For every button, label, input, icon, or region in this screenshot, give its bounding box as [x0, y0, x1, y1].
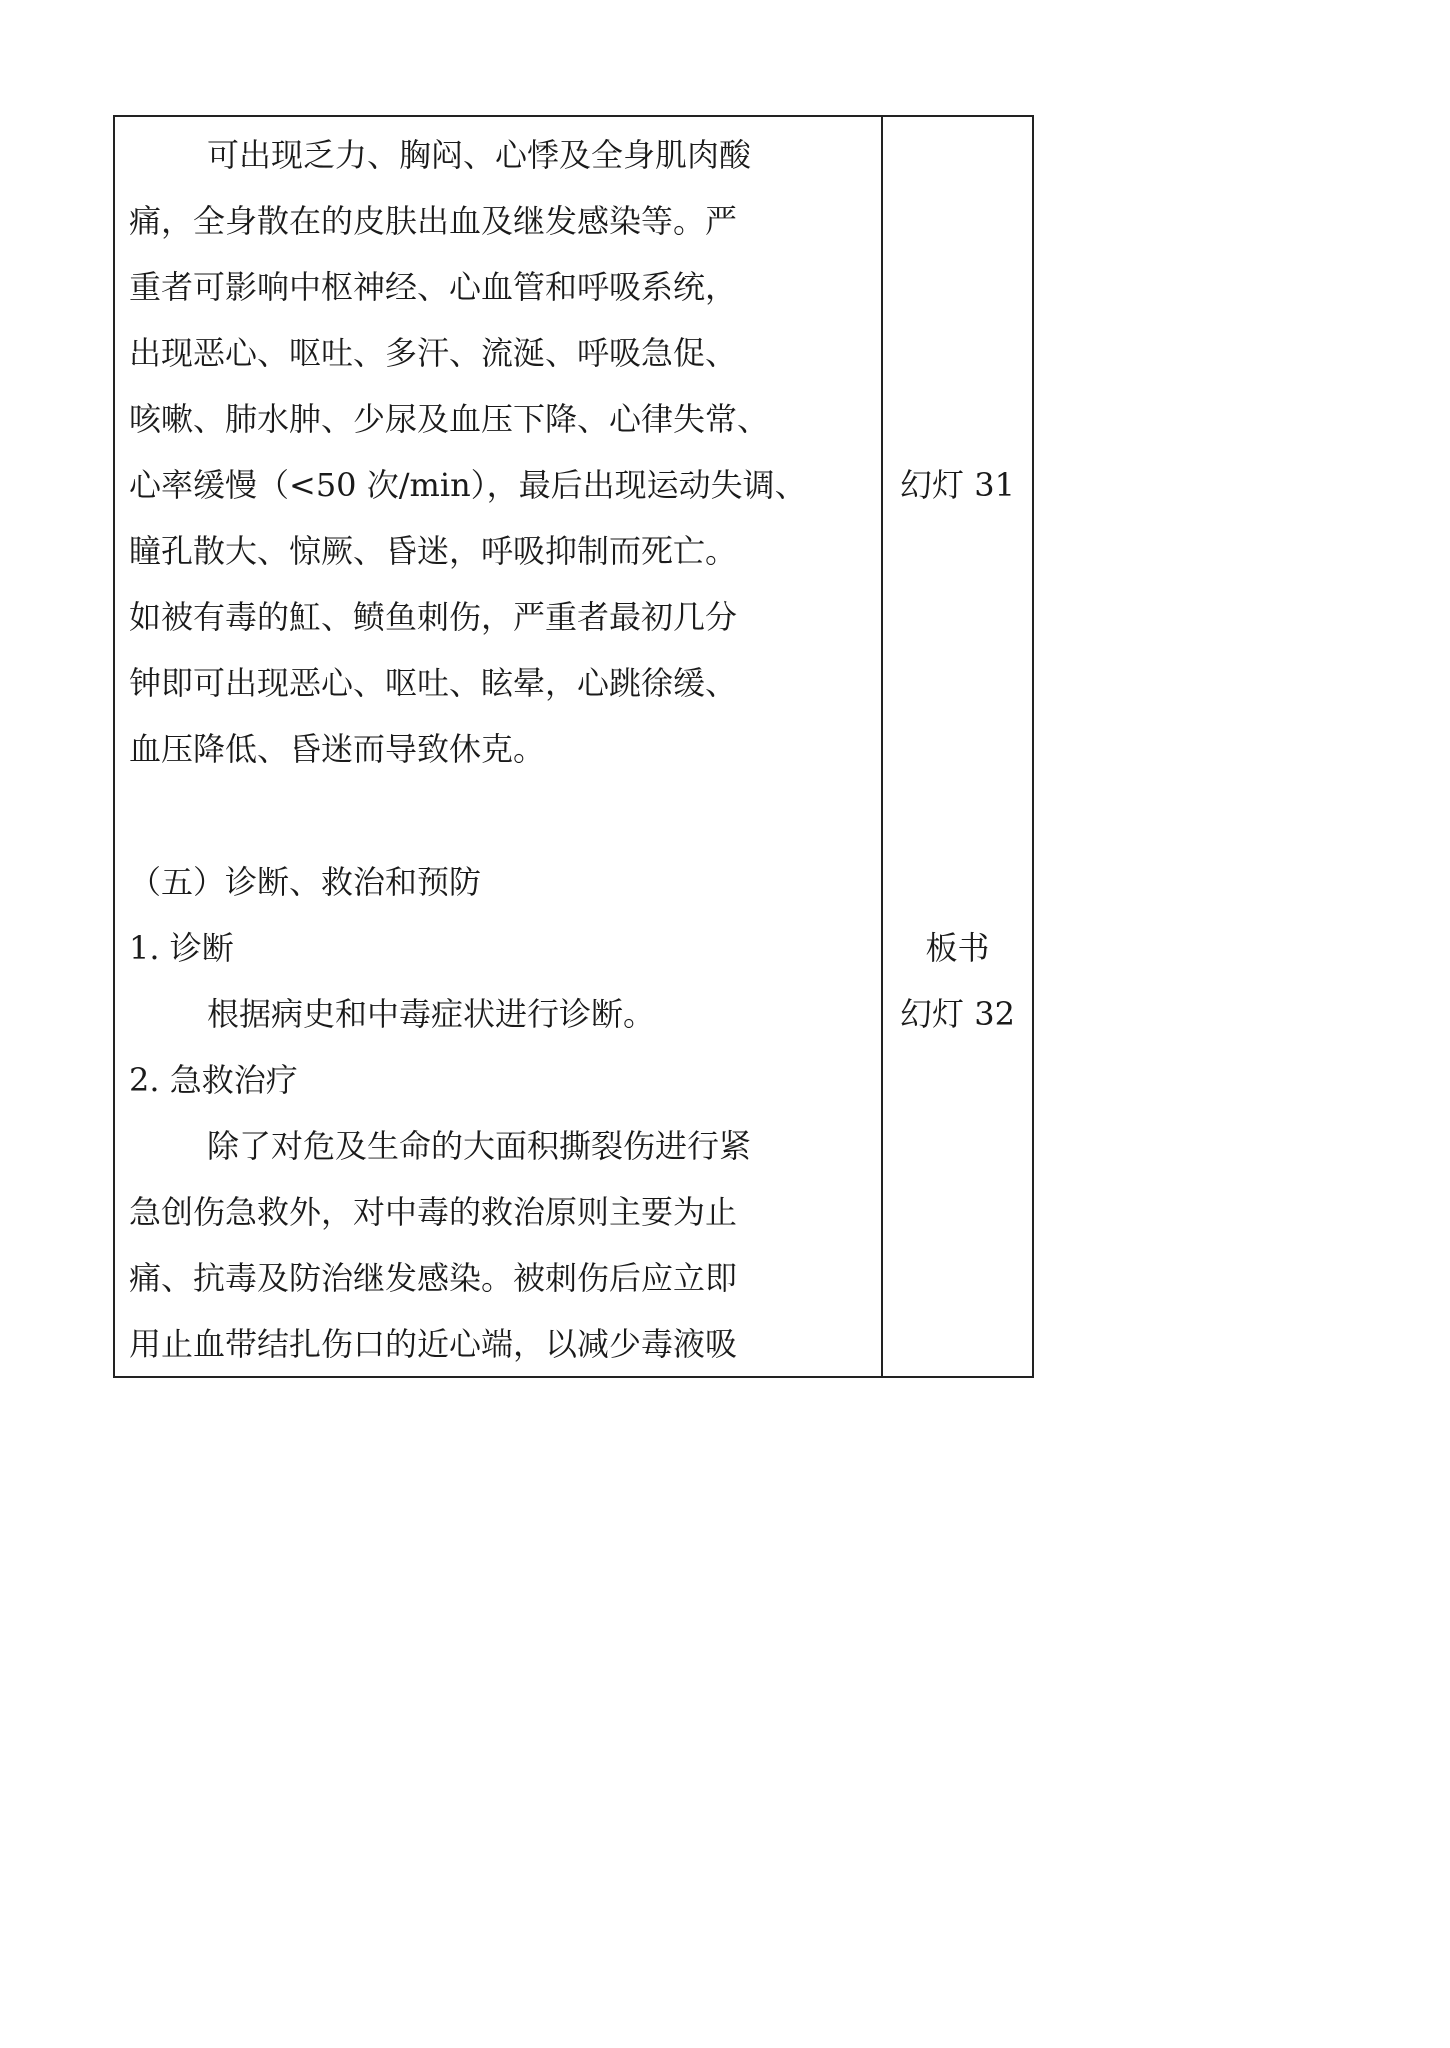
paragraph-1-line-4: 出现恶心、呕吐、多汗、流涎、呼吸急促、 [129, 334, 738, 372]
paragraph-2-line-3: 痛、抗毒及防治继发感染。被刺伤后应立即 [129, 1259, 738, 1297]
content-column [115, 117, 881, 1376]
paragraph-2-line-2: 急创伤急救外，对中毒的救治原则主要为止 [129, 1193, 738, 1231]
paragraph-1-line-3: 重者可影响中枢神经、心血管和呼吸系统， [129, 268, 738, 306]
note-slide-31: 幻灯 31 [900, 466, 1015, 504]
notes-column [883, 117, 1032, 1376]
subsection-1-body: 根据病史和中毒症状进行诊断。 [207, 995, 656, 1033]
paragraph-1-line-2: 痛，全身散在的皮肤出血及继发感染等。严 [129, 202, 738, 240]
lesson-plan-table [113, 115, 1034, 1378]
paragraph-1-line-1: 可出现乏力、胸闷、心悸及全身肌肉酸 [207, 136, 752, 174]
note-slide-32: 幻灯 32 [900, 995, 1015, 1033]
paragraph-2-line-1: 除了对危及生命的大面积撕裂伤进行紧 [207, 1127, 752, 1165]
paragraph-1-line-6: 心率缓慢（<50 次/min），最后出现运动失调、 [129, 466, 807, 504]
paragraph-1-line-10: 血压降低、昏迷而导致休克。 [129, 730, 546, 768]
paragraph-1-line-9: 钟即可出现恶心、呕吐、眩晕，心跳徐缓、 [129, 664, 738, 702]
note-board: 板书 [925, 929, 990, 967]
section-heading: （五）诊断、救治和预防 [129, 863, 482, 901]
subsection-1-heading: 1. 诊断 [129, 929, 234, 967]
paragraph-2-line-4: 用止血带结扎伤口的近心端，以减少毒液吸 [129, 1325, 738, 1363]
subsection-2-heading: 2. 急救治疗 [129, 1061, 298, 1099]
paragraph-1-line-5: 咳嗽、肺水肿、少尿及血压下降、心律失常、 [129, 400, 770, 438]
paragraph-1-line-8: 如被有毒的魟、鲼鱼刺伤，严重者最初几分 [129, 598, 738, 636]
paragraph-1-line-7: 瞳孔散大、惊厥、昏迷，呼吸抑制而死亡。 [129, 532, 738, 570]
